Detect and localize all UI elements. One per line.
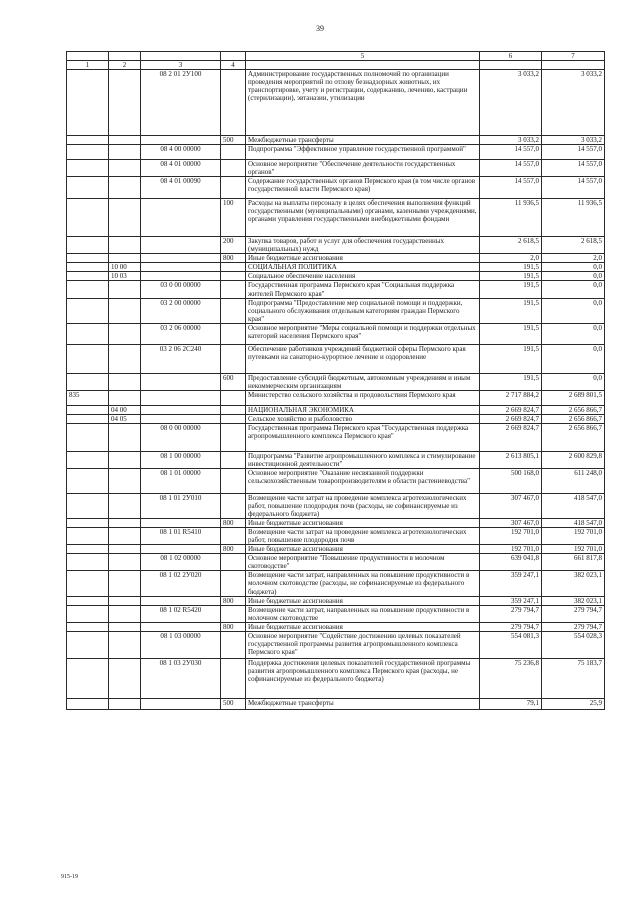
description-cell: Межбюджетные трансферты xyxy=(246,136,480,145)
section-code-cell xyxy=(109,554,141,571)
description-cell: Основное мероприятие "Обеспечение деятельности государственных органов" xyxy=(246,160,480,177)
expense-type-cell xyxy=(221,414,246,423)
target-article-cell xyxy=(141,136,221,145)
admin-code-cell xyxy=(67,373,109,390)
amount-year2-cell: 418 547,0 xyxy=(542,519,605,528)
admin-code-cell xyxy=(67,493,109,518)
target-article-cell: 08 1 03 00000 xyxy=(141,631,221,658)
section-code-cell xyxy=(109,254,141,263)
column-number-row xyxy=(67,61,605,70)
description-cell: Подпрограмма "Предоставление мер социальной помощи и поддержки, социального обслуживания отдельным категориям граждан Пермского края" xyxy=(246,298,480,323)
budget-table-container xyxy=(66,51,604,710)
table-row xyxy=(67,272,605,281)
column-number-cell-3: 3 xyxy=(141,61,221,70)
admin-code-cell xyxy=(67,423,109,451)
amount-year1-cell: 191,5 xyxy=(480,323,542,344)
target-article-cell: 03 2 00 00000 xyxy=(141,298,221,323)
amount-year1-cell: 554 081,3 xyxy=(480,631,542,658)
description-cell: Возмещение части затрат на проведение комплекса агротехнологических работ, повышение плодородия почв xyxy=(246,528,480,545)
target-article-cell: 03 0 00 00000 xyxy=(141,281,221,298)
admin-code-cell xyxy=(67,254,109,263)
table-row xyxy=(67,528,605,545)
expense-type-cell: 800 xyxy=(221,545,246,554)
table-row xyxy=(67,160,605,177)
header-cell-3 xyxy=(141,52,221,61)
target-article-cell xyxy=(141,405,221,414)
description-cell: Закупка товаров, работ и услуг для обеспечения государственных (муниципальных) нужд xyxy=(246,237,480,254)
target-article-cell xyxy=(141,390,221,405)
description-cell: Иные бюджетные ассигнования xyxy=(246,545,480,554)
amount-year1-cell: 307 467,0 xyxy=(480,519,542,528)
description-cell: Поддержка достижения целевых показателей государственной программы развития агропромышленного комплекса Пермского края (расходы, не софинансируемые из федерального бюджета) xyxy=(246,658,480,698)
target-article-cell xyxy=(141,199,221,237)
target-article-cell: 08 4 01 00090 xyxy=(141,177,221,199)
amount-year2-cell: 2 656 866,7 xyxy=(542,414,605,423)
admin-code-cell xyxy=(67,323,109,344)
amount-year1-cell: 191,5 xyxy=(480,344,542,373)
target-article-cell: 08 0 00 00000 xyxy=(141,423,221,451)
section-code-cell xyxy=(109,390,141,405)
admin-code-cell xyxy=(67,596,109,605)
admin-code-cell xyxy=(67,145,109,160)
table-row xyxy=(67,596,605,605)
header-cell-2 xyxy=(109,52,141,61)
amount-year1-cell: 2 669 824,7 xyxy=(480,423,542,451)
expense-type-cell xyxy=(221,423,246,451)
header-cell-6: 6 xyxy=(480,52,542,61)
expense-type-cell xyxy=(221,145,246,160)
amount-year2-cell: 0,0 xyxy=(542,298,605,323)
amount-year2-cell: 0,0 xyxy=(542,344,605,373)
expense-type-cell xyxy=(221,468,246,493)
admin-code-cell xyxy=(67,237,109,254)
table-row xyxy=(67,605,605,622)
section-code-cell xyxy=(109,571,141,596)
table-row xyxy=(67,622,605,631)
amount-year2-cell: 279 794,7 xyxy=(542,605,605,622)
section-code-cell: 10 00 xyxy=(109,263,141,272)
section-code-cell xyxy=(109,344,141,373)
description-cell: Государственная программа Пермского края "Социальная поддержка жителей Пермского края" xyxy=(246,281,480,298)
admin-code-cell xyxy=(67,622,109,631)
target-article-cell xyxy=(141,237,221,254)
section-code-cell xyxy=(109,596,141,605)
description-cell: Подпрограмма "Эффективное управление государственной программой" xyxy=(246,145,480,160)
section-code-cell xyxy=(109,493,141,518)
table-row xyxy=(67,451,605,468)
admin-code-cell xyxy=(67,272,109,281)
table-row xyxy=(67,323,605,344)
amount-year1-cell: 14 557,0 xyxy=(480,145,542,160)
admin-code-cell xyxy=(67,199,109,237)
admin-code-cell xyxy=(67,571,109,596)
header-cell-1 xyxy=(67,52,109,61)
expense-type-cell: 800 xyxy=(221,519,246,528)
table-row xyxy=(67,145,605,160)
expense-type-cell: 800 xyxy=(221,622,246,631)
section-code-cell xyxy=(109,605,141,622)
amount-year2-cell: 2 689 801,5 xyxy=(542,390,605,405)
target-article-cell: 08 1 01 R5410 xyxy=(141,528,221,545)
admin-code-cell xyxy=(67,298,109,323)
amount-year1-cell: 191,5 xyxy=(480,272,542,281)
amount-year2-cell: 661 817,8 xyxy=(542,554,605,571)
amount-year1-cell: 192 701,0 xyxy=(480,528,542,545)
target-article-cell xyxy=(141,622,221,631)
amount-year1-cell: 11 936,5 xyxy=(480,199,542,237)
section-code-cell xyxy=(109,136,141,145)
amount-year1-cell: 191,5 xyxy=(480,281,542,298)
table-row xyxy=(67,70,605,136)
target-article-cell xyxy=(141,272,221,281)
amount-year2-cell: 11 936,5 xyxy=(542,199,605,237)
description-cell: Администрирование государственных полномочий по организации проведения мероприятий по отлову безнадзорных животных, их транспортировке, учету и регистрации, содержанию, лечению, кастрации (стерилизации), эвтаназии, утилизации xyxy=(246,70,480,136)
amount-year2-cell: 611 248,0 xyxy=(542,468,605,493)
description-cell: Социальное обеспечение населения xyxy=(246,272,480,281)
target-article-cell: 08 1 02 2У020 xyxy=(141,571,221,596)
expense-type-cell xyxy=(221,493,246,518)
amount-year1-cell: 2 717 884,2 xyxy=(480,390,542,405)
expense-type-cell xyxy=(221,605,246,622)
admin-code-cell xyxy=(67,177,109,199)
admin-code-cell xyxy=(67,528,109,545)
description-cell: Основное мероприятие "Меры социальной помощи и поддержки отдельных категорий населения Пермского края" xyxy=(246,323,480,344)
target-article-cell: 08 1 01 2У010 xyxy=(141,493,221,518)
description-cell: СОЦИАЛЬНАЯ ПОЛИТИКА xyxy=(246,263,480,272)
target-article-cell: 03 2 06 00000 xyxy=(141,323,221,344)
description-cell: Расходы на выплаты персоналу в целях обеспечения выполнения функций государственными (муниципальными) органами, казенными учреждениями, органами управления государственными внебюджетными фондами xyxy=(246,199,480,237)
amount-year1-cell: 2,0 xyxy=(480,254,542,263)
target-article-cell: 08 2 01 2У100 xyxy=(141,70,221,136)
section-code-cell xyxy=(109,423,141,451)
amount-year1-cell: 75 236,8 xyxy=(480,658,542,698)
target-article-cell xyxy=(141,263,221,272)
expense-type-cell xyxy=(221,405,246,414)
amount-year2-cell: 0,0 xyxy=(542,272,605,281)
column-number-cell-7 xyxy=(542,61,605,70)
admin-code-cell xyxy=(67,281,109,298)
header-cell-5: 5 xyxy=(246,52,480,61)
section-code-cell xyxy=(109,658,141,698)
amount-year2-cell: 192 701,0 xyxy=(542,545,605,554)
column-number-cell-2: 2 xyxy=(109,61,141,70)
amount-year1-cell: 3 033,2 xyxy=(480,70,542,136)
expense-type-cell xyxy=(221,571,246,596)
amount-year2-cell: 2 618,5 xyxy=(542,237,605,254)
amount-year1-cell: 359 247,1 xyxy=(480,571,542,596)
amount-year2-cell: 14 557,0 xyxy=(542,145,605,160)
admin-code-cell xyxy=(67,160,109,177)
expense-type-cell xyxy=(221,177,246,199)
section-code-cell xyxy=(109,622,141,631)
target-article-cell: 08 1 00 00000 xyxy=(141,451,221,468)
description-cell: НАЦИОНАЛЬНАЯ ЭКОНОМИКА xyxy=(246,405,480,414)
amount-year1-cell: 307 467,0 xyxy=(480,493,542,518)
admin-code-cell xyxy=(67,414,109,423)
table-row xyxy=(67,263,605,272)
amount-year2-cell: 2 656 866,7 xyxy=(542,405,605,414)
table-row xyxy=(67,545,605,554)
admin-code-cell xyxy=(67,405,109,414)
description-cell: Иные бюджетные ассигнования xyxy=(246,519,480,528)
description-cell: Возмещение части затрат на проведение комплекса агротехнологических работ, повышение плодородия почв (расходы, не софинансируемые из федерального бюджета) xyxy=(246,493,480,518)
target-article-cell xyxy=(141,519,221,528)
target-article-cell xyxy=(141,414,221,423)
description-cell: Основное мероприятие "Содействие достижению целевых показателей государственной программы развития агропромышленного комплекса Пермского края" xyxy=(246,631,480,658)
amount-year1-cell: 192 701,0 xyxy=(480,545,542,554)
section-code-cell xyxy=(109,281,141,298)
amount-year1-cell: 191,5 xyxy=(480,373,542,390)
expense-type-cell xyxy=(221,451,246,468)
description-cell: Возмещение части затрат, направленных на повышение продуктивности в молочном скотоводстве (расходы, не софинансируемые из федерального бюджета) xyxy=(246,571,480,596)
expense-type-cell xyxy=(221,323,246,344)
description-cell: Межбюджетные трансферты xyxy=(246,698,480,709)
admin-code-cell xyxy=(67,698,109,709)
amount-year1-cell: 14 557,0 xyxy=(480,160,542,177)
admin-code-cell xyxy=(67,263,109,272)
table-row xyxy=(67,344,605,373)
description-cell: Государственная программа Пермского края "Государственная поддержка агропромышленного комплекса Пермского края" xyxy=(246,423,480,451)
description-cell: Иные бюджетные ассигнования xyxy=(246,596,480,605)
amount-year1-cell: 191,5 xyxy=(480,298,542,323)
expense-type-cell xyxy=(221,554,246,571)
admin-code-cell: 835 xyxy=(67,390,109,405)
expense-type-cell: 500 xyxy=(221,136,246,145)
amount-year1-cell: 500 168,0 xyxy=(480,468,542,493)
amount-year1-cell: 79,1 xyxy=(480,698,542,709)
table-row xyxy=(67,631,605,658)
description-cell: Основное мероприятие "Повышение продуктивности в молочном скотоводстве" xyxy=(246,554,480,571)
section-code-cell xyxy=(109,451,141,468)
expense-type-cell xyxy=(221,272,246,281)
table-row xyxy=(67,423,605,451)
amount-year2-cell: 25,9 xyxy=(542,698,605,709)
amount-year2-cell: 279 794,7 xyxy=(542,622,605,631)
table-row xyxy=(67,405,605,414)
expense-type-cell xyxy=(221,658,246,698)
expense-type-cell: 100 xyxy=(221,199,246,237)
table-row xyxy=(67,414,605,423)
section-code-cell: 04 00 xyxy=(109,405,141,414)
amount-year2-cell: 382 023,1 xyxy=(542,571,605,596)
description-cell: Подпрограмма "Развитие агропромышленного комплекса и стимулирование инвестиционной деятельности" xyxy=(246,451,480,468)
section-code-cell xyxy=(109,237,141,254)
table-row xyxy=(67,298,605,323)
section-code-cell xyxy=(109,145,141,160)
description-cell: Министерство сельского хозяйства и продовольствия Пермского края xyxy=(246,390,480,405)
admin-code-cell xyxy=(67,658,109,698)
section-code-cell xyxy=(109,545,141,554)
description-cell: Обеспечение работников учреждений бюджетной сферы Пермского края путевками на санаторно-курортное лечение и оздоровление xyxy=(246,344,480,373)
target-article-cell: 08 1 01 00000 xyxy=(141,468,221,493)
column-number-cell-5 xyxy=(246,61,480,70)
amount-year1-cell: 2 618,5 xyxy=(480,237,542,254)
expense-type-cell: 800 xyxy=(221,254,246,263)
admin-code-cell xyxy=(67,468,109,493)
description-cell: Основное мероприятие "Оказание несвязанной поддержки сельскохозяйственным товаропроизводителям в области растениеводства" xyxy=(246,468,480,493)
budget-table xyxy=(66,51,605,710)
amount-year2-cell: 2 600 829,8 xyxy=(542,451,605,468)
amount-year1-cell: 2 669 824,7 xyxy=(480,405,542,414)
table-row xyxy=(67,281,605,298)
amount-year2-cell: 0,0 xyxy=(542,323,605,344)
admin-code-cell xyxy=(67,545,109,554)
amount-year2-cell: 418 547,0 xyxy=(542,493,605,518)
description-cell: Сельское хозяйство и рыболовство xyxy=(246,414,480,423)
description-cell: Иные бюджетные ассигнования xyxy=(246,254,480,263)
target-article-cell: 03 2 06 2С240 xyxy=(141,344,221,373)
amount-year2-cell: 0,0 xyxy=(542,281,605,298)
expense-type-cell: 200 xyxy=(221,237,246,254)
expense-type-cell: 600 xyxy=(221,373,246,390)
target-article-cell xyxy=(141,596,221,605)
table-row xyxy=(67,177,605,199)
amount-year1-cell: 639 041,8 xyxy=(480,554,542,571)
amount-year2-cell: 382 023,1 xyxy=(542,596,605,605)
section-code-cell xyxy=(109,631,141,658)
expense-type-cell: 800 xyxy=(221,596,246,605)
amount-year2-cell: 3 033,2 xyxy=(542,136,605,145)
target-article-cell: 08 1 02 00000 xyxy=(141,554,221,571)
target-article-cell xyxy=(141,373,221,390)
admin-code-cell xyxy=(67,554,109,571)
table-row xyxy=(67,199,605,237)
table-row xyxy=(67,698,605,709)
amount-year1-cell: 359 247,1 xyxy=(480,596,542,605)
admin-code-cell xyxy=(67,519,109,528)
page-number: 39 xyxy=(316,24,324,33)
section-code-cell xyxy=(109,160,141,177)
target-article-cell: 08 4 00 00000 xyxy=(141,145,221,160)
section-code-cell xyxy=(109,468,141,493)
table-row xyxy=(67,493,605,518)
table-row xyxy=(67,468,605,493)
table-row xyxy=(67,519,605,528)
expense-type-cell xyxy=(221,631,246,658)
table-header-row xyxy=(67,52,605,61)
section-code-cell: 10 03 xyxy=(109,272,141,281)
section-code-cell xyxy=(109,528,141,545)
table-row xyxy=(67,658,605,698)
section-code-cell: 04 05 xyxy=(109,414,141,423)
expense-type-cell xyxy=(221,528,246,545)
section-code-cell xyxy=(109,199,141,237)
amount-year2-cell: 2 656 866,7 xyxy=(542,423,605,451)
expense-type-cell xyxy=(221,160,246,177)
amount-year1-cell: 14 557,0 xyxy=(480,177,542,199)
amount-year1-cell: 3 033,2 xyxy=(480,136,542,145)
table-row xyxy=(67,373,605,390)
expense-type-cell xyxy=(221,70,246,136)
admin-code-cell xyxy=(67,451,109,468)
target-article-cell xyxy=(141,545,221,554)
description-cell: Возмещение части затрат, направленных на повышение продуктивности в молочном скотоводстве xyxy=(246,605,480,622)
table-row xyxy=(67,554,605,571)
amount-year2-cell: 2,0 xyxy=(542,254,605,263)
target-article-cell: 08 1 02 R5420 xyxy=(141,605,221,622)
target-article-cell: 08 4 01 00000 xyxy=(141,160,221,177)
table-row xyxy=(67,390,605,405)
target-article-cell xyxy=(141,698,221,709)
amount-year2-cell: 192 701,0 xyxy=(542,528,605,545)
admin-code-cell xyxy=(67,631,109,658)
amount-year1-cell: 279 794,7 xyxy=(480,605,542,622)
amount-year2-cell: 0,0 xyxy=(542,263,605,272)
section-code-cell xyxy=(109,298,141,323)
header-cell-4 xyxy=(221,52,246,61)
description-cell: Иные бюджетные ассигнования xyxy=(246,622,480,631)
table-row xyxy=(67,237,605,254)
section-code-cell xyxy=(109,323,141,344)
column-number-cell-4: 4 xyxy=(221,61,246,70)
description-cell: Содержание государственных органов Пермского края (в том числе органов государственной власти Пермского края) xyxy=(246,177,480,199)
expense-type-cell xyxy=(221,263,246,272)
table-row xyxy=(67,571,605,596)
amount-year1-cell: 191,5 xyxy=(480,263,542,272)
target-article-cell: 08 1 03 2У030 xyxy=(141,658,221,698)
amount-year2-cell: 554 028,3 xyxy=(542,631,605,658)
amount-year2-cell: 3 033,2 xyxy=(542,70,605,136)
section-code-cell xyxy=(109,177,141,199)
section-code-cell xyxy=(109,519,141,528)
amount-year1-cell: 2 613 805,1 xyxy=(480,451,542,468)
admin-code-cell xyxy=(67,136,109,145)
document-code: 915-19 xyxy=(61,874,78,880)
section-code-cell xyxy=(109,70,141,136)
target-article-cell xyxy=(141,254,221,263)
section-code-cell xyxy=(109,373,141,390)
expense-type-cell xyxy=(221,390,246,405)
amount-year2-cell: 14 557,0 xyxy=(542,160,605,177)
expense-type-cell xyxy=(221,281,246,298)
amount-year1-cell: 2 669 824,7 xyxy=(480,414,542,423)
column-number-cell-1: 1 xyxy=(67,61,109,70)
amount-year2-cell: 14 557,0 xyxy=(542,177,605,199)
expense-type-cell xyxy=(221,298,246,323)
expense-type-cell xyxy=(221,344,246,373)
table-row xyxy=(67,136,605,145)
amount-year2-cell: 0,0 xyxy=(542,373,605,390)
description-cell: Предоставление субсидий бюджетным, автономным учреждениям и иным некоммерческим организациям xyxy=(246,373,480,390)
header-cell-7: 7 xyxy=(542,52,605,61)
amount-year1-cell: 279 794,7 xyxy=(480,622,542,631)
admin-code-cell xyxy=(67,605,109,622)
admin-code-cell xyxy=(67,344,109,373)
column-number-cell-6 xyxy=(480,61,542,70)
expense-type-cell: 500 xyxy=(221,698,246,709)
admin-code-cell xyxy=(67,70,109,136)
section-code-cell xyxy=(109,698,141,709)
amount-year2-cell: 75 183,7 xyxy=(542,658,605,698)
table-row xyxy=(67,254,605,263)
